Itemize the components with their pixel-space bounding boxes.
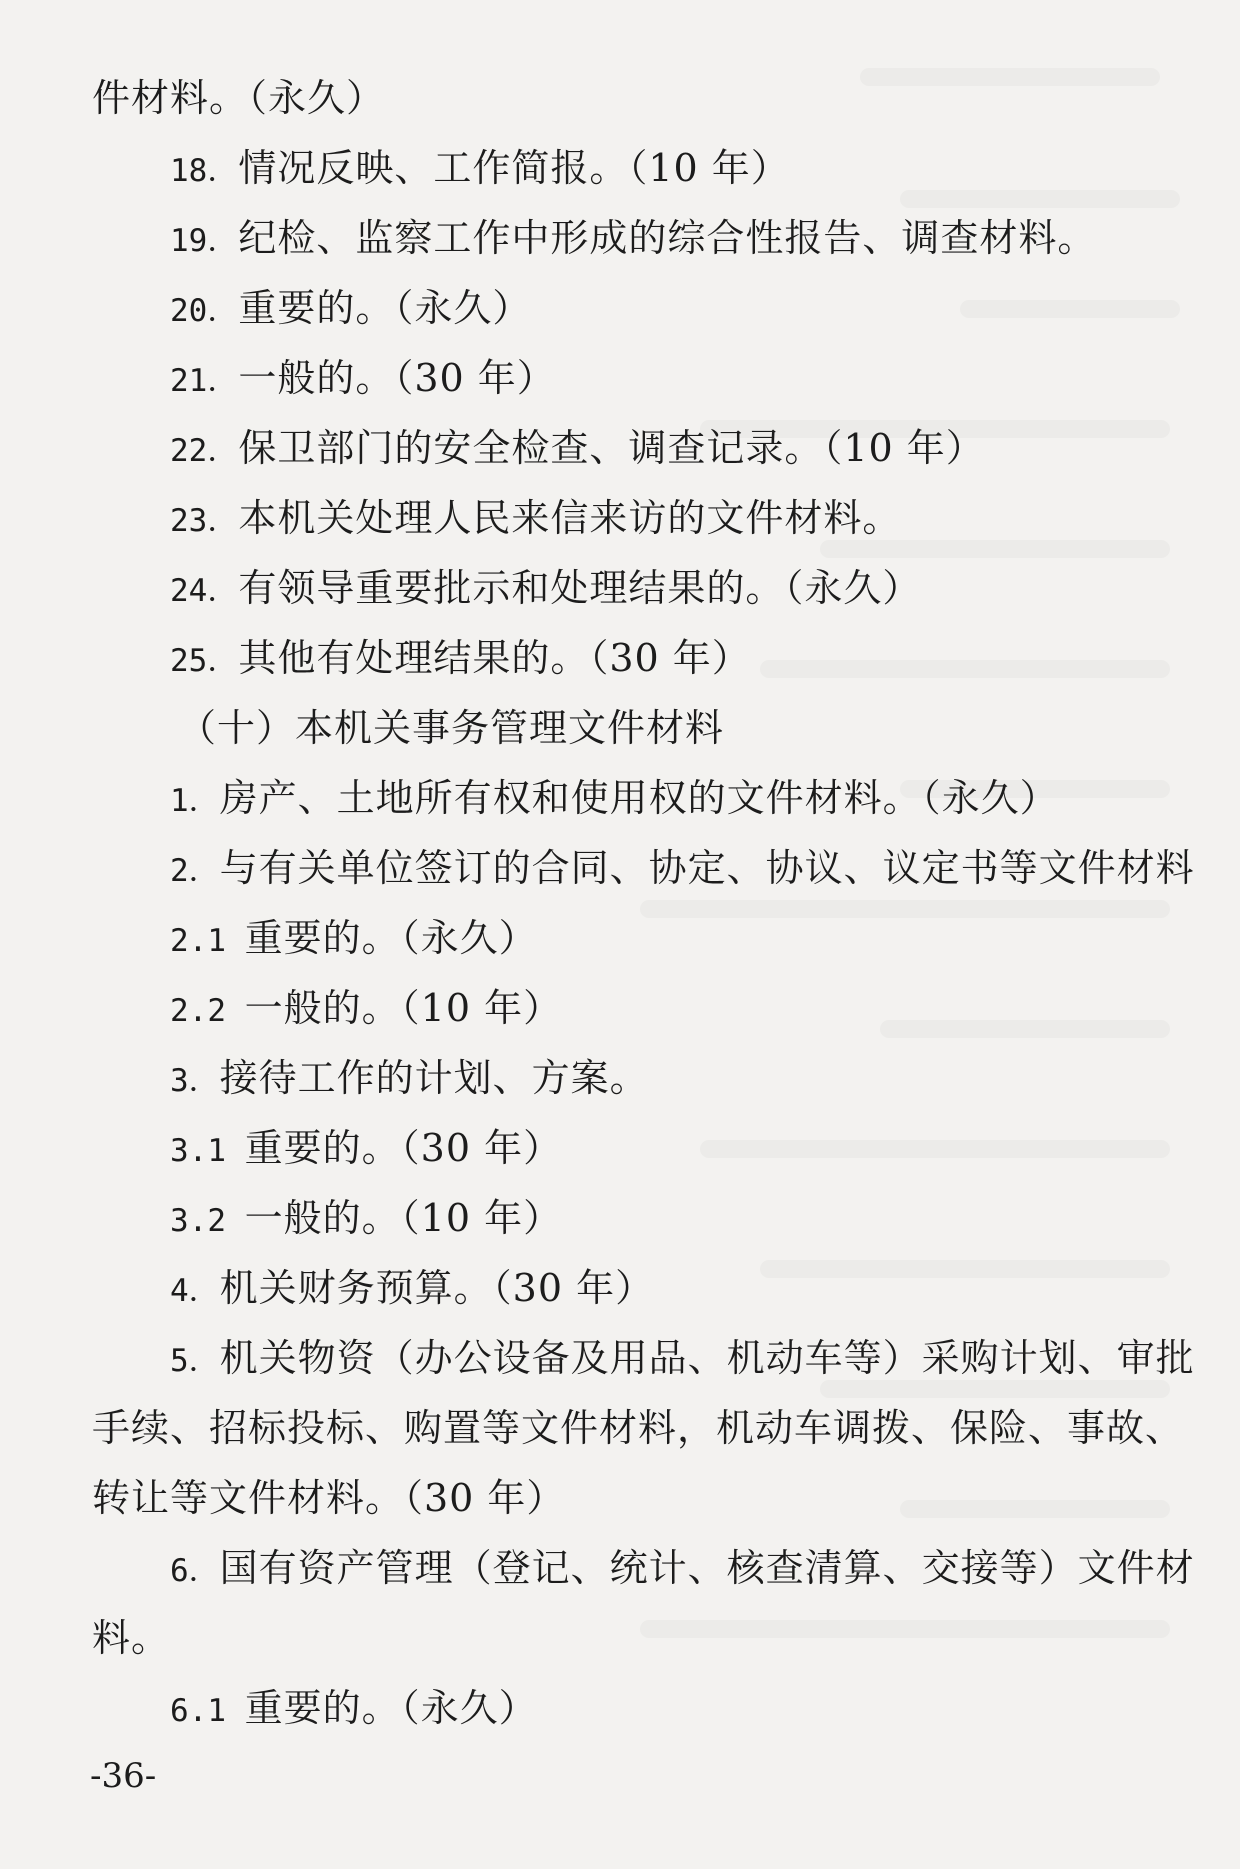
- text-line: 6.1 重要的。（永久）: [170, 1686, 538, 1730]
- text-line: 料。: [92, 1616, 171, 1660]
- text-line: 3.2 一般的。（10 年）: [170, 1196, 563, 1240]
- text-line: 2.1 重要的。（永久）: [170, 916, 538, 960]
- text-line: 19．纪检、监察工作中形成的综合性报告、调查材料。: [170, 216, 1097, 260]
- text-line: 4．机关财务预算。（30 年）: [170, 1266, 655, 1310]
- text-line: 18．情况反映、工作简报。（10 年）: [170, 146, 790, 190]
- text-line: 22．保卫部门的安全检查、调查记录。（10 年）: [170, 426, 985, 470]
- text-line: 3．接待工作的计划、方案。: [170, 1056, 649, 1100]
- text-line: 23．本机关处理人民来信来访的文件材料。: [170, 496, 902, 540]
- text-line: 手续、招标投标、购置等文件材料，机动车调拨、保险、事故、: [92, 1406, 1185, 1450]
- section-heading: （十）本机关事务管理文件材料: [178, 706, 725, 750]
- text-line: 25．其他有处理结果的。（30 年）: [170, 636, 751, 680]
- page-number: -36-: [90, 1756, 157, 1796]
- text-line: 20．重要的。（永久）: [170, 286, 532, 330]
- text-line: 2．与有关单位签订的合同、协定、协议、议定书等文件材料: [170, 846, 1195, 890]
- text-line: 3.1 重要的。（30 年）: [170, 1126, 563, 1170]
- text-line: 2.2 一般的。（10 年）: [170, 986, 563, 1030]
- text-line: 件材料。（永久）: [92, 76, 386, 120]
- text-line: 5．机关物资（办公设备及用品、机动车等）采购计划、审批: [170, 1336, 1195, 1380]
- text-line: 转让等文件材料。（30 年）: [92, 1476, 566, 1520]
- text-line: 21．一般的。（30 年）: [170, 356, 556, 400]
- text-line: 24．有领导重要批示和处理结果的。（永久）: [170, 566, 922, 610]
- text-line: 1．房产、土地所有权和使用权的文件材料。（永久）: [170, 776, 1059, 820]
- text-line: 6．国有资产管理（登记、统计、核查清算、交接等）文件材: [170, 1546, 1195, 1590]
